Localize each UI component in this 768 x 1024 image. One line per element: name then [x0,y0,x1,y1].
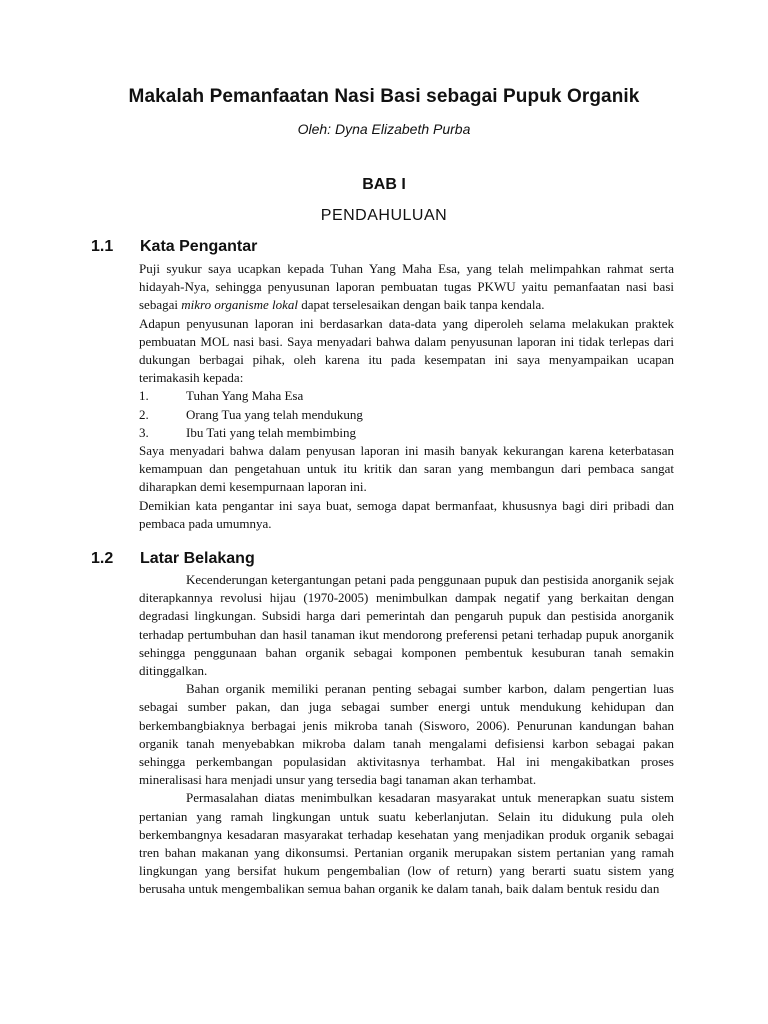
paragraph: Demikian kata pengantar ini saya buat, semoga dapat bermanfaat, khususnya bagi diri pribadi dan pembaca pada umumnya. [139,497,674,531]
paragraph: Permasalahan diatas menimbulkan kesadaran masyarakat untuk menerapkan suatu sistem pertanian yang ramah lingkungan untuk suatu keberlanjutan. Selain itu didukung pula oleh berkembangnya kesadaran masyarakat terhadap kesehatan yang menjadikan produk organik sebagai tren bahan makanan yang dikonsumsi. Pertanian organik merupakan sistem pertanian yang ramah lingkungan yang bersifat hukum pengembalian (low of return) yang berarti suatu sistem yang berusaha untuk mengembalikan semua bahan organik ke dalam tanah, baik dalam bentuk residu dan [139,790,674,897]
paragraph: Adapun penyusunan laporan ini berdasarkan data-data yang diperoleh selama melakukan praktek pembuatan MOL nasi basi. Saya menyadari bahwa dalam penyusunan laporan ini tidak terlepas dari dukungan berbagai pihak, oleh karena itu pada kesempatan ini saya menyampaikan ucapan terimakasih kepada: [139,315,674,386]
list-item: 1. Tuhan Yang Maha Esa [139,388,304,404]
section-title: Kata Pengantar [140,238,258,255]
paragraph: Kecenderungan ketergantungan petani pada penggunaan pupuk dan pestisida anorganik sejak diterapkannya revolusi hijau (1970-2005) menimbulkan dampak negatif yang berkaitan dengan degradasi lingkungan. Subsidi harga dari pemerintah dan pengaruh pupuk dan pestisida anorganik terhadap pertumbuhan dan hasil tanaman ikut mendorong preferensi petani terhadap pupuk anorganik sehingga penggunaan bahan organik sebagai komponen pembentuk kesuburan tanah semakin ditinggalkan. [139,572,674,679]
section-body [139,571,674,899]
paragraph: Saya menyadari bahwa dalam penyusan laporan ini masih banyak kekurangan karena keterbatasan kemampuan dan pengetahuan untuk itu kritik dan saran yang membangun dari pembaca sangat diharapkan demi kesempurnaan laporan ini. [139,443,674,495]
paragraph: Bahan organik memiliki peranan penting sebagai sumber karbon, dalam pengertian luas sebagai sumber pakan, dan juga sebagai sumber energi untuk mendukung kehidupan dan berkembangbiaknya berbagai jenis mikroba tanah (Sisworo, 2006). Penurunan kandungan bahan organik tanah menyebabkan mikroba dalam tanah mengalami defisiensi karbon sebagai pakan sehingga perkembangan populasidan aktivitasnya terhambat. Hal ini mengakibatkan proses mineralisasi hara menjadi unsur yang tersedia bagi tanaman akan terhambat. [139,681,674,788]
section-number: 1.2 [91,550,114,567]
thanks-list [139,387,674,442]
italic-term: mikro organisme lokal [181,297,298,313]
section-body [139,260,674,533]
section-title: Latar Belakang [140,550,255,567]
list-item: 3. Ibu Tati yang telah membimbing [139,424,356,440]
section-number: 1.1 [91,238,114,255]
document-author: Oleh: Dyna Elizabeth Purba [297,121,471,137]
document-title: Makalah Pemanfaatan Nasi Basi sebagai Pupuk Organik [128,86,640,107]
paragraph: Puji syukur saya ucapkan kepada Tuhan Yang Maha Esa, yang telah melimpahkan rahmat serta hidayah-Nya, sehingga penyusunan laporan pembuatan tugas PKWU yaitu pemanfaatan nasi basi sebagai mikro organisme lokal dapat terselesaikan dengan baik tanpa kendala. [139,261,674,313]
list-item: 2. Orang Tua yang telah mendukung [139,406,363,422]
chapter-label: BAB I [362,176,406,193]
chapter-title: PENDAHULUAN [320,207,448,224]
